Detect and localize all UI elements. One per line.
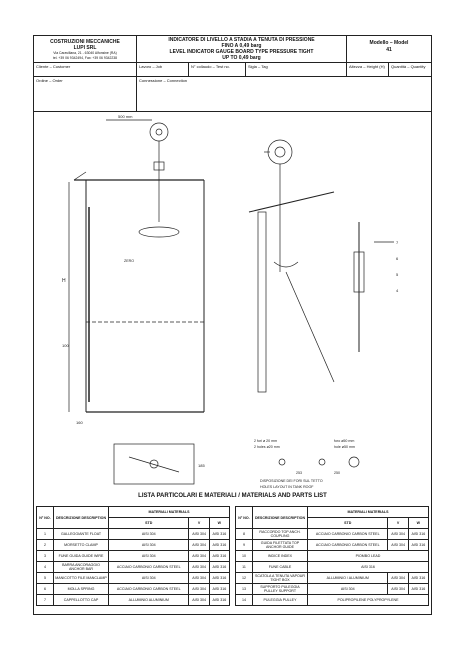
row-no: 5: [37, 573, 54, 584]
parts-table-right: [235, 506, 429, 606]
test-field: [189, 63, 246, 77]
table-row: [37, 573, 230, 584]
table-row: [37, 584, 230, 595]
dim-185-text: 185: [198, 463, 205, 468]
table-row: [37, 562, 230, 573]
row-no: 7: [37, 595, 54, 606]
row-v: AISI 304: [189, 540, 209, 551]
row-w: AISI 316: [209, 584, 229, 595]
row-std: ACCIAIO CARBONIO CARBON STEEL: [109, 562, 189, 573]
dim-160-text: 160: [76, 420, 83, 425]
row-std: AISI 304: [109, 529, 189, 540]
height-field: [347, 63, 389, 77]
row-std: AISI 316: [308, 562, 429, 573]
row-v: AISI 304: [189, 551, 209, 562]
row-desc: SUPPORTO PULEGGIA PULLEY SUPPORT: [253, 584, 308, 595]
document-title: [137, 36, 347, 63]
row-desc: MORSETTO CLAMP: [54, 540, 109, 551]
model-block: [347, 36, 431, 63]
row-v: AISI 304: [388, 529, 408, 540]
title-en-2: UP TO 0,49 barg: [222, 55, 261, 61]
col-mat: MATERIALI MATERIALS: [308, 507, 429, 518]
row-desc: RACCORDO TOP ANCH. COUPLING: [253, 529, 308, 540]
row-std: AISI 304: [109, 551, 189, 562]
row-no: 4: [37, 562, 54, 573]
row-std: ALLUMINIO ALUMINIUM: [109, 595, 189, 606]
table-row: [236, 540, 429, 551]
callout-5: 5: [396, 272, 399, 277]
row-w: AISI 316: [209, 551, 229, 562]
row-v: AISI 304: [189, 584, 209, 595]
row-no: 2: [37, 540, 54, 551]
parts-table-left: [36, 506, 230, 606]
row-desc: GALLEGGIANTE FLOAT: [54, 529, 109, 540]
row-desc: MOLLA SPRING: [54, 584, 109, 595]
pulley-hub: [156, 129, 162, 135]
parts-list-title: LISTA PARTICOLARI E MATERIALI / MATERIALS AND PARTS LIST: [138, 493, 327, 499]
dim-253-text: 253: [296, 471, 302, 475]
row-desc: MANICOTTO FILE MANCLAMP: [54, 573, 109, 584]
roof-en: HOLES LAYOUT IN TANK ROOF: [260, 485, 314, 489]
table-row: [236, 551, 429, 562]
company-address: Via Caravillana, 21 - 63040 Alfonsine (RA): [53, 51, 117, 55]
row-std: AISI 304: [109, 573, 189, 584]
row-v: AISI 304: [388, 540, 408, 551]
dim-h-text: H: [62, 278, 66, 284]
row-no: 8: [236, 529, 253, 540]
customer-field: [34, 63, 137, 77]
customer-label: Cliente – Customer: [36, 64, 71, 69]
table-row: [236, 595, 429, 606]
top-view-box: [114, 444, 194, 484]
guide-wire: [286, 272, 334, 382]
row-desc: SCATOLA A TENUTA VAPOUR TIGHT BOX: [253, 573, 308, 584]
row-v: AISI 304: [388, 584, 408, 595]
row-w: AISI 316: [408, 540, 428, 551]
row-no: 3: [37, 551, 54, 562]
row-v: AISI 304: [189, 595, 209, 606]
row-desc: FUNE GUIDA GUIDE WIRE: [54, 551, 109, 562]
row-std: AISI 304: [308, 584, 388, 595]
col-mat: MATERIALI MATERIALS: [109, 507, 230, 518]
row-no: 12: [236, 573, 253, 584]
vapour-box-inner: [275, 147, 285, 157]
row-std: POLIPROPILENE POLYPROPYLENE: [308, 595, 429, 606]
table-row: [236, 584, 429, 595]
title-block: [34, 36, 431, 112]
row-w: AISI 316: [209, 562, 229, 573]
col-w: W: [209, 518, 229, 529]
row-std: ACCIAIO CARBONIO CARBON STEEL: [308, 540, 388, 551]
roof-right: [249, 192, 334, 212]
callout-6: 6: [396, 256, 399, 261]
col-no: N° NO.: [236, 507, 253, 529]
dim-100-text: 100: [62, 343, 69, 348]
row-std: PIOMBO LEAD: [308, 551, 429, 562]
row-no: 6: [37, 584, 54, 595]
connection-field: [137, 77, 431, 112]
pulley-circle: [150, 123, 168, 141]
float-right: [274, 262, 298, 267]
drawing-sheet: [33, 35, 432, 615]
row-std: ACCIAIO CARBONIO CARBON STEEL: [308, 529, 388, 540]
title-it-2: FINO A 0,49 barg: [221, 43, 262, 49]
row-no: 10: [236, 551, 253, 562]
model-value: 41: [386, 47, 392, 53]
title-it-1: INDICATORE DI LIVELLO A STADIA A TENUTA DI PRESSIONE: [168, 37, 315, 43]
company-name-2: LUPI SRL: [73, 45, 97, 51]
row-desc: CAPPELLOTTO CAP: [54, 595, 109, 606]
roof-hole-1: [279, 459, 285, 465]
col-no: N° NO.: [37, 507, 54, 529]
row-v: AISI 304: [189, 573, 209, 584]
col-std: STD: [109, 518, 189, 529]
tag-label: Sigla – Tag: [248, 64, 268, 69]
row-no: 13: [236, 584, 253, 595]
col-v: V: [388, 518, 408, 529]
title-en-1: LEVEL INDICATOR GAUGE BOARD TYPE PRESSURE TIGHT: [169, 49, 314, 55]
row-desc: INDICE INDEX: [253, 551, 308, 562]
row-desc: BARRA ANCORAGGIO ANCHOR BAR: [54, 562, 109, 573]
roof-edge: [74, 172, 86, 180]
col-desc: DESCRIZIONE DESCRIPTION: [253, 507, 308, 529]
callout-4: 4: [396, 288, 399, 293]
dim-top-text: 500 mm: [118, 114, 133, 119]
roof-hole-2: [319, 459, 325, 465]
row-desc: GUIDA FILETTATA TOP ANCHOR GUIDE: [253, 540, 308, 551]
row-w: AISI 316: [209, 529, 229, 540]
row-std: AISI 304: [109, 540, 189, 551]
table-row: [236, 529, 429, 540]
holes-it: 2 fori ø 20 mm: [254, 439, 278, 443]
row-no: 1: [37, 529, 54, 540]
col-std: STD: [308, 518, 388, 529]
job-label: Lavoro – Job: [139, 64, 163, 69]
hole50-en: hole ø50 mm: [334, 445, 355, 449]
row-no: 14: [236, 595, 253, 606]
row-w: AISI 316: [209, 595, 229, 606]
technical-drawing: [34, 112, 431, 492]
zero-label: ZERO: [124, 259, 134, 263]
col-desc: DESCRIZIONE DESCRIPTION: [54, 507, 109, 529]
row-v: AISI 304: [388, 573, 408, 584]
test-label: N° collaudo – Test no.: [191, 64, 230, 69]
order-field: [34, 77, 137, 112]
table-row: [37, 540, 230, 551]
row-no: 9: [236, 540, 253, 551]
table-row: [37, 595, 230, 606]
row-v: AISI 304: [189, 529, 209, 540]
col-w: W: [408, 518, 428, 529]
order-label: Ordine – Order: [36, 78, 63, 83]
vapour-box: [268, 140, 292, 164]
row-w: AISI 316: [408, 573, 428, 584]
row-v: AISI 304: [189, 562, 209, 573]
gauge-board-right: [258, 212, 266, 392]
height-label: Altezza – Height (H): [349, 64, 385, 69]
quantity-label: Quantità – Quantity: [391, 64, 426, 69]
table-row: [37, 551, 230, 562]
row-std: ALLUMINIO / ALUMINIUM: [308, 573, 388, 584]
row-desc: FUNE CABLE: [253, 562, 308, 573]
dim-250-text: 250: [334, 471, 340, 475]
table-row: [236, 573, 429, 584]
model-label: Modello – Model: [369, 40, 409, 46]
callout-7: 7: [396, 240, 399, 245]
company-name: COSTRUZIONI MECCANICHE: [50, 39, 120, 45]
row-w: AISI 316: [209, 540, 229, 551]
row-desc: PULEGGIA PULLEY: [253, 595, 308, 606]
holes-en: 2 holes ø20 mm: [254, 445, 280, 449]
row-w: AISI 316: [408, 529, 428, 540]
roof-it: DISPOSIZIONE DEI FORI SUL TETTO: [260, 479, 323, 483]
float: [139, 227, 179, 237]
roof-hole-50: [349, 457, 359, 467]
quantity-field: [389, 63, 431, 77]
hole50-it: foro ø50 mm: [334, 439, 355, 443]
connection-label: Connessione – Connection: [139, 78, 188, 83]
top-view-bracket: [129, 457, 179, 472]
row-w: AISI 316: [209, 573, 229, 584]
company-phone: tel. +39 06 9342494, Fax: +39 06 9342238: [52, 55, 118, 60]
row-w: AISI 316: [408, 584, 428, 595]
col-v: V: [189, 518, 209, 529]
row-std: ACCIAIO CARBONIO CARBON STEEL: [109, 584, 189, 595]
company-block: [34, 36, 137, 63]
row-no: 11: [236, 562, 253, 573]
tag-field: [246, 63, 347, 77]
table-row: [37, 529, 230, 540]
table-row: [236, 562, 429, 573]
job-field: [137, 63, 189, 77]
